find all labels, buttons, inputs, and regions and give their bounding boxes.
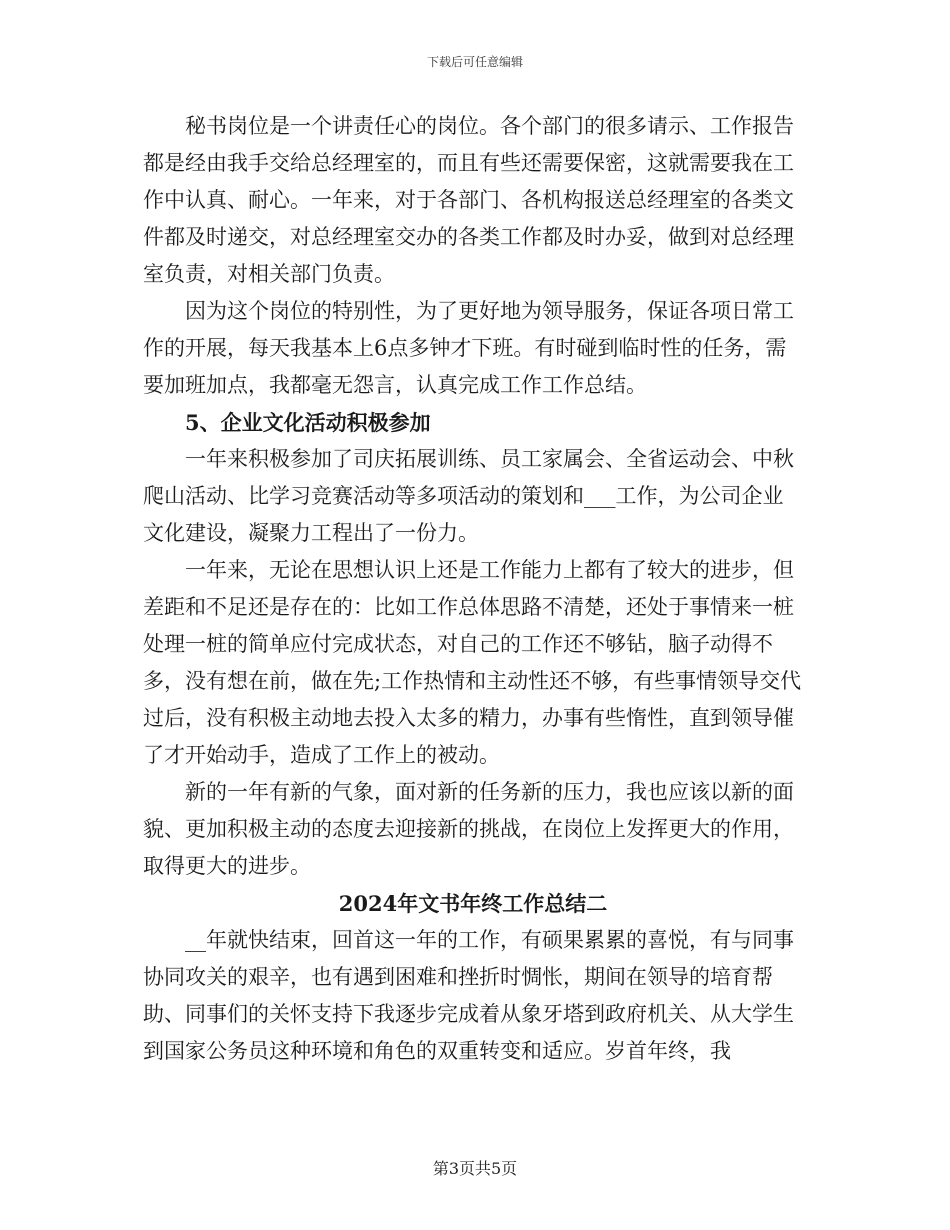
paragraph-secretary-role: 秘书岗位是一个讲责任心的岗位。各个部门的很多请示、工作报告都是经由我手交给总经理室的，而且有些还需要保密，这就需要我在工作中认真、耐心。一年来，对于各部门、各机构报送总经理室的各类文件都及时递交，对总经理室交办的各类工作都及时办妥，做到对总经理室负责，对相关部门负责。 [143,114,794,286]
section-title: 2024年文书年终工作总结二 [338,891,608,916]
page-number: 第3页共5页 [432,1159,518,1178]
paragraph-year-review: __年就快结束，回首这一年的工作，有硕果累累的喜悦，有与同事协同攻关的艰辛，也有遇到困难和挫折时惆怅，期间在领导的培育帮助、同事们的关怀支持下我逐步完成着从象牙塔到政府机关、从大学生到国家公务员这种环境和角色的双重转变和适应。岁首年终，我 [143,928,794,1063]
paragraph-overtime: 因为这个岗位的特别性，为了更好地为领导服务，保证各项日常工作的开展，每天我基本上6点多钟才下班。有时碰到临时性的任务，需要加班加点，我都毫无怨言，认真完成工作工作总结。 [143,299,794,397]
document-body [143,108,803,1070]
paragraph-new-year: 新的一年有新的气象，面对新的任务新的压力，我也应该以新的面貌、更加积极主动的态度去迎接新的挑战，在岗位上发挥更大的作用，取得更大的进步。 [143,780,794,878]
heading-culture-activities: 5、企业文化活动积极参加 [185,410,431,435]
paragraph-shortcomings: 一年来，无论在思想认识上还是工作能力上都有了较大的进步，但差距和不足还是存在的：比如工作总体思路不清楚，还处于事情来一桩处理一桩的简单应付完成状态，对自己的工作还不够钻，脑子动得不多，没有想在前，做在先;工作热情和主动性还不够，有些事情领导交代过后，没有积极主动地去投入太多的精力，办事有些惰性，直到领导催了才开始动手，造成了工作上的被动。 [143,558,802,767]
paragraph-activities: 一年来积极参加了司庆拓展训练、员工家属会、全省运动会、中秋爬山活动、比学习竞赛活动等多项活动的策划和___工作，为公司企业文化建设，凝聚力工程出了一份力。 [143,447,794,545]
page-header: 下载后可任意编辑 [426,55,523,69]
